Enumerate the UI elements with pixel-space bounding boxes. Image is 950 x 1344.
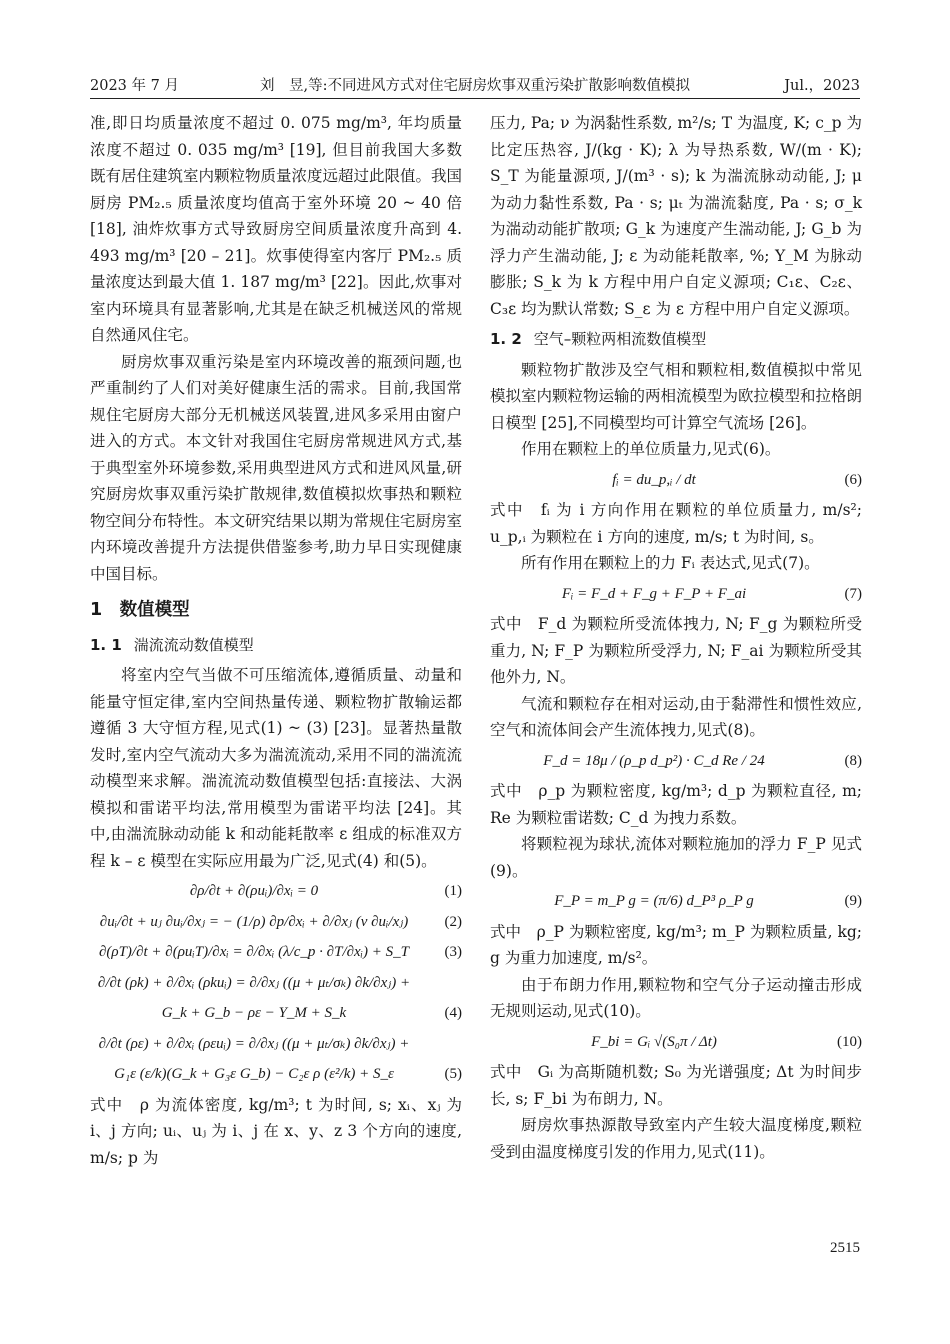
header-title: 刘 昱,等:不同进风方式对住宅厨房炊事双重污染扩散影响数值模拟: [260, 78, 690, 94]
paragraph: 式中 fᵢ 为 i 方向作用在颗粒的单位质量力, m/s²; u_p,ᵢ 为颗粒在 i 方向的速度, m/s; t 为时间, s。: [490, 501, 862, 546]
paragraph: 式中 Gᵢ 为高斯随机数; S₀ 为光谱强度; Δt 为时间步长, s; F_bi 为布朗力, N。: [490, 1063, 862, 1108]
paragraph: 将颗粒视为球状,流体对颗粒施加的浮力 F_P 见式(9)。: [490, 835, 862, 880]
paragraph: 颗粒物扩散涉及空气相和颗粒相,数值模拟中常见模拟室内颗粒物运输的两相流模型为欧拉模型和拉格朗日模型 [25],不同模型均可计算空气流场 [26]。: [490, 360, 863, 432]
paragraph: 所有作用在颗粒上的力 Fᵢ 表达式,见式(7)。: [521, 554, 820, 572]
header-date-en: Jul.，2023: [784, 78, 860, 94]
equation: [90, 878, 462, 905]
equation: [90, 939, 462, 966]
equation-expr: ∂ρ/∂t + ∂(ρuᵢ)/∂xᵢ = 0: [189, 883, 319, 899]
subsection-title: 湍流流动数值模型: [133, 635, 254, 654]
equation-expr: Fᵢ = F_d + F_g + F_P + F_ai: [561, 585, 747, 602]
equation-expr: ∂uᵢ/∂t + uⱼ ∂uᵢ/∂xⱼ = − (1/ρ) ∂p/∂xᵢ + ∂/∂xⱼ (v ∂uᵢ/xⱼ): [99, 913, 409, 930]
equation-number: (6): [844, 471, 862, 488]
paragraph: 式中 ρ 为流体密度, kg/m³; t 为时间, s; xᵢ、xⱼ 为 i、j 方向; uᵢ、uⱼ 为 i、j 在 x、y、z 3 个方向的速度, m/s; p 为: [90, 1095, 462, 1167]
paragraph: 式中 ρ_P 为颗粒密度, kg/m³; m_P 为颗粒质量, kg; g 为重力加速度, m/s²。: [490, 922, 862, 967]
equation-expr: ∂/∂t (ρk) + ∂/∂xᵢ (ρkuᵢ) = ∂/∂xⱼ ((μ + μₜ/σₖ) ∂k/∂xⱼ) +: [97, 974, 411, 991]
equation: [490, 1029, 862, 1056]
subsection-number: 1. 2: [490, 330, 522, 348]
section-heading: 1 数值模型: [90, 600, 190, 620]
equation-expr: G₁ε (ε/k)(G_k + G₃ε G_b) − C₂ε ρ (ε²/k) + S_ε: [114, 1066, 394, 1082]
paragraph: 式中 F_d 为颗粒所受流体拽力, N; F_g 为颗粒所受重力, N; F_P 为颗粒所受浮力, N; F_ai 为颗粒所受其他外力, N。: [490, 615, 862, 686]
equation-expr: F_bi = Gᵢ √(S₀π / Δt): [591, 1033, 717, 1050]
equation: [490, 748, 862, 775]
equation: [490, 581, 862, 608]
paragraph: 厨房炊事热源散导致室内产生较大温度梯度,颗粒受到由温度梯度引发的作用力,见式(11)。: [490, 1116, 862, 1161]
header-date: 2023 年 7 月: [90, 78, 179, 94]
equation-number: (5): [444, 1066, 462, 1082]
paragraph: 准,即日均质量浓度不超过 0. 075 mg/m³, 年均质量浓度不超过 0. 035 mg/m³ [19], 但目前我国大多数既有居住建筑室内颗粒物质量浓度远超过此限值。我国厨房 PM₂.₅ 质量浓度均值高于室外环境 20 ~ 40 倍 [18], 油炸炊事方式导致厨房空间质量浓度升高到 4. 493 mg/m³ [20 – 21]。炊事使得室内客厅 PM₂.₅ 质量浓度达到最大值 1. 187 mg/m³ [22]。因此,炊事对室内环境具有显著影响,尤其是在缺乏机械送风的常规自然通风住宅。: [90, 114, 463, 344]
equation-expr: ∂/∂t (ρε) + ∂/∂xᵢ (ρεuᵢ) = ∂/∂xⱼ ((μ + μₜ/σₖ) ∂k/∂xⱼ) +: [98, 1035, 410, 1052]
equation-expr: F_P = m_P g = (π/6) d_P³ ρ_P g: [554, 893, 754, 909]
paragraph: 压力, Pa; ν 为涡黏性系数, m²/s; T 为温度, K; c_p 为比定压热容, J/(kg · K); λ 为导热系数, W/(m · K); S_T 为能量源项, J/(m³ · s); k 为湍流脉动动能, J; μ 为动力黏性系数, Pa · s; μₜ 为湍流黏度, Pa · s; σ_k 为湍动动能扩散项; G_k 为速度产生湍动能, J; G_b 为浮力产生湍动能, J; ε 为动能耗散率, %; Y_M 为脉动膨胀; S_k 为 k 方程中用户自定义源项; C₁ε、C₂ε、C₃ε 均为默认常数; S_ε 为 ε 方程中用户自定义源项。: [490, 114, 862, 318]
equation-number: (9): [844, 893, 862, 909]
paragraph: 由于布朗力作用,颗粒物和空气分子运动撞击形成无规则运动,见式(10)。: [490, 975, 862, 1020]
subsection-number: 1. 1: [90, 635, 122, 654]
equation: [490, 467, 862, 494]
subsection-heading: [490, 326, 862, 353]
equation: [90, 1000, 462, 1027]
equation: [90, 970, 462, 997]
equation: [90, 1031, 462, 1058]
paragraph: 式中 ρ_p 为颗粒密度, kg/m³; d_p 为颗粒直径, m; Re 为颗粒雷诺数; C_d 为拽力系数。: [490, 782, 862, 827]
equation-expr: G_k + G_b − ρε − Y_M + S_k: [161, 1005, 347, 1021]
paragraph: 作用在颗粒上的单位质量力,见式(6)。: [521, 440, 781, 458]
paragraph: 气流和颗粒存在相对运动,由于黏滞性和惯性效应,空气和流体间会产生流体拽力,见式(8)。: [490, 694, 862, 739]
page-number: 2515: [830, 1240, 860, 1256]
subsection-heading: [90, 632, 462, 659]
equation: [90, 1061, 462, 1088]
left-column: [90, 110, 462, 1171]
running-header: [90, 62, 860, 99]
equation-number: (8): [844, 752, 862, 769]
equation: [90, 909, 462, 936]
paragraph: 厨房炊事双重污染是室内环境改善的瓶颈问题,也严重制约了人们对美好健康生活的需求。目前,我国常规住宅厨房大部分无机械送风装置,进风多采用由窗户进入的方式。本文针对我国住宅厨房常规进风方式,基于典型室外环境参数,采用典型进风方式和进风风量,研究厨房炊事双重污染扩散规律,数值模拟炊事热和颗粒物空间分布特性。本文研究结果以期为常规住宅厨房室内环境改善提升方法提供借鉴参考,助力早日实现健康中国目标。: [90, 352, 463, 583]
equation-number: (1): [444, 883, 462, 899]
equation-number: (3): [444, 944, 462, 960]
equation-number: (4): [444, 1005, 462, 1021]
equation-number: (7): [844, 585, 862, 602]
equation: [490, 888, 862, 915]
equation-expr: ∂(ρT)/∂t + ∂(ρuᵢT)/∂xᵢ = ∂/∂xᵢ (λ/c_p · ∂T/∂xᵢ) + S_T: [98, 944, 410, 960]
right-column: [490, 110, 862, 1165]
equation-number: (10): [837, 1033, 862, 1050]
subsection-title: 空气–颗粒两相流数值模型: [533, 330, 707, 348]
equation-expr: fᵢ = du_p,ᵢ / dt: [612, 471, 696, 488]
equation-expr: F_d = 18μ / (ρ_p d_p²) · C_d Re / 24: [543, 752, 765, 769]
equation-number: (2): [444, 913, 462, 930]
paragraph: 将室内空气当做不可压缩流体,遵循质量、动量和能量守恒定律,室内空间热量传递、颗粒物扩散输运都遵循 3 大守恒方程,见式(1) ~ (3) [23]。显著热量散发时,室内空气流动大多为湍流流动,采用不同的湍流流动模型来求解。湍流流动数值模型包括:直接法、大涡模拟和雷诺平均法,常用模型为雷诺平均法 [24]。其中,由湍流脉动动能 k 和动能耗散率 ε 组成的标准双方程 k – ε 模型在实际应用最为广泛,见式(4) 和(5)。: [90, 666, 462, 870]
